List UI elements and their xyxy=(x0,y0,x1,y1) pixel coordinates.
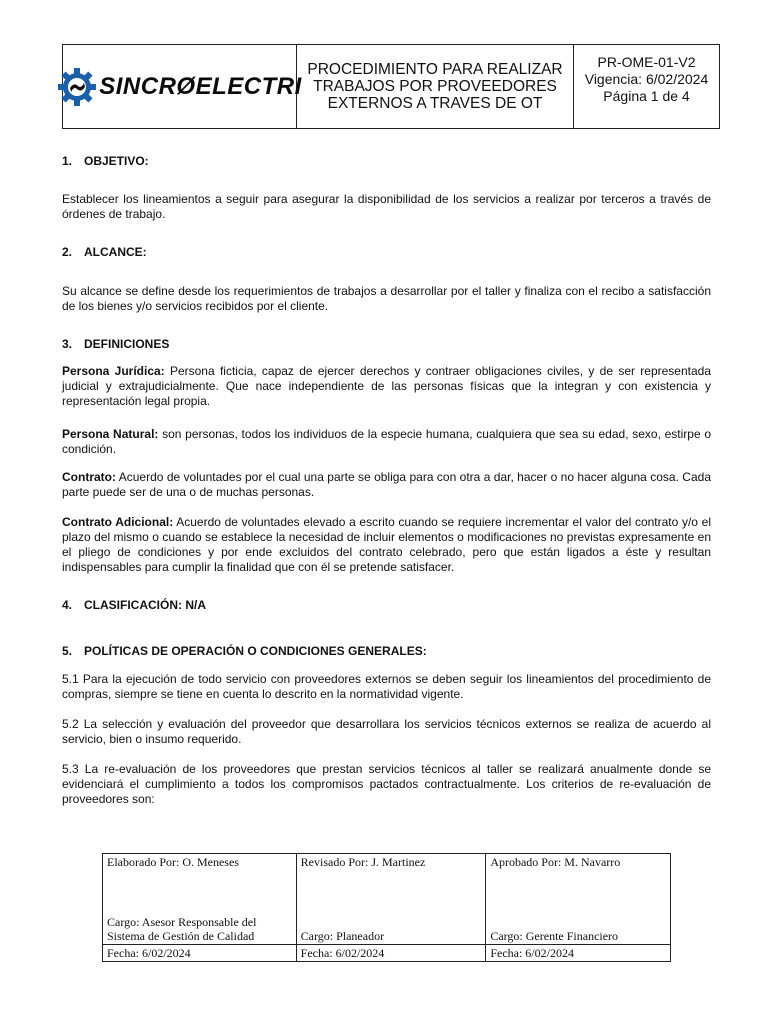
gear-icon xyxy=(57,67,97,107)
revisado-fecha: Fecha: 6/02/2024 xyxy=(296,945,486,962)
document-meta xyxy=(574,45,719,128)
logo-text: SINCRØELECTRI xyxy=(99,72,302,100)
logo-cell xyxy=(63,45,302,128)
section-heading-definiciones: 3. DEFINICIONES xyxy=(62,337,170,351)
page-indicator: Página 1 de 4 xyxy=(603,88,690,104)
definition-contrato: Contrato: Acuerdo de voluntades por el cual una parte se obliga para con otra a dar, hacer o no hacer alguna cosa. Cada parte puede ser de una o de muchas personas. xyxy=(62,470,711,499)
politica-5-3: 5.3 La re-evaluación de los proveedores que prestan servicios técnicos al taller se realizará anualmente donde se evidenciará el cumplimiento a todos los compromisos pactados contractualmente. Los criterios de re-evaluación de proveedores son: xyxy=(62,762,711,806)
section-heading-objetivo: 1. OBJETIVO: xyxy=(62,154,149,168)
elaborado-cargo-line2: Sistema de Gestión de Calidad xyxy=(107,929,255,943)
objetivo-paragraph: Establecer los lineamientos a seguir para asegurar la disponibilidad de los servicios a realizar por terceros a través de órdenes de trabajo. xyxy=(62,192,711,221)
document-header xyxy=(62,44,720,129)
aprobado-por: Aprobado Por: M. Navarro xyxy=(490,855,621,869)
document-vigencia: Vigencia: 6/02/2024 xyxy=(584,71,709,87)
revisado-cell xyxy=(296,854,486,945)
alcance-paragraph: Su alcance se define desde los requerimientos de trabajos a desarrollar por el taller y finaliza con el recibo a satisfacción de los bienes y/o servicios recibidos por el cliente. xyxy=(62,284,711,313)
elaborado-cell xyxy=(103,854,297,945)
revisado-cargo: Cargo: Planeador xyxy=(300,929,385,943)
definition-persona-juridica: Persona Jurídica: Persona ficticia, capaz de ejercer derechos y contraer obligaciones civiles, y de ser representada judicial y extrajudicialmente. Que nace independiente de las personas físicas que la integran y con existencia y representación legal propia. xyxy=(62,364,711,408)
signature-table xyxy=(102,853,671,962)
politica-5-1: 5.1 Para la ejecución de todo servicio con proveedores externos se deben seguir los lineamientos del procedimiento de compras, siempre se tiene en cuenta lo descrito en la normatividad vigente. xyxy=(62,672,711,701)
section-heading-alcance: 2. ALCANCE: xyxy=(62,245,147,259)
section-heading-politicas: 5. POLÍTICAS DE OPERACIÓN O CONDICIONES GENERALES: xyxy=(62,644,427,658)
elaborado-fecha: Fecha: 6/02/2024 xyxy=(103,945,297,962)
company-logo xyxy=(57,67,302,107)
elaborado-cargo-line1: Cargo: Asesor Responsable del xyxy=(107,915,257,929)
elaborado-por: Elaborado Por: O. Meneses xyxy=(107,855,239,869)
definition-persona-natural: Persona Natural: son personas, todos los individuos de la especie humana, cualquiera que sea su edad, sexo, estirpe o condición. xyxy=(62,427,711,456)
section-heading-clasificacion: 4. CLASIFICACIÓN: N/A xyxy=(62,598,206,612)
politica-5-2: 5.2 La selección y evaluación del proveedor que desarrollara los servicios técnicos externos se realiza de acuerdo al servicio, bien o insumo requerido. xyxy=(62,717,711,746)
document-code: PR-OME-01-V2 xyxy=(597,54,696,70)
revisado-por: Revisado Por: J. Martinez xyxy=(300,855,426,869)
aprobado-cargo: Cargo: Gerente Financiero xyxy=(490,929,619,943)
definition-contrato-adicional: Contrato Adicional: Acuerdo de voluntades elevado a escrito cuando se requiere incrementar el valor del contrato y/o el plazo del mismo o cuando se establece la necesidad de incluir elementos o modificaciones no previstas expresamente en el pliego de condiciones y por ende excluidos del contrato celebrado, pero que están ligados a éste y resultan indispensables para cumplir la finalidad que con él se pretende satisfacer. xyxy=(62,515,711,574)
aprobado-fecha: Fecha: 6/02/2024 xyxy=(486,945,671,962)
aprobado-cell xyxy=(486,854,671,945)
document-title: PROCEDIMIENTO PARA REALIZAR TRABAJOS POR PROVEEDORES EXTERNOS A TRAVES DE OT xyxy=(297,45,574,128)
